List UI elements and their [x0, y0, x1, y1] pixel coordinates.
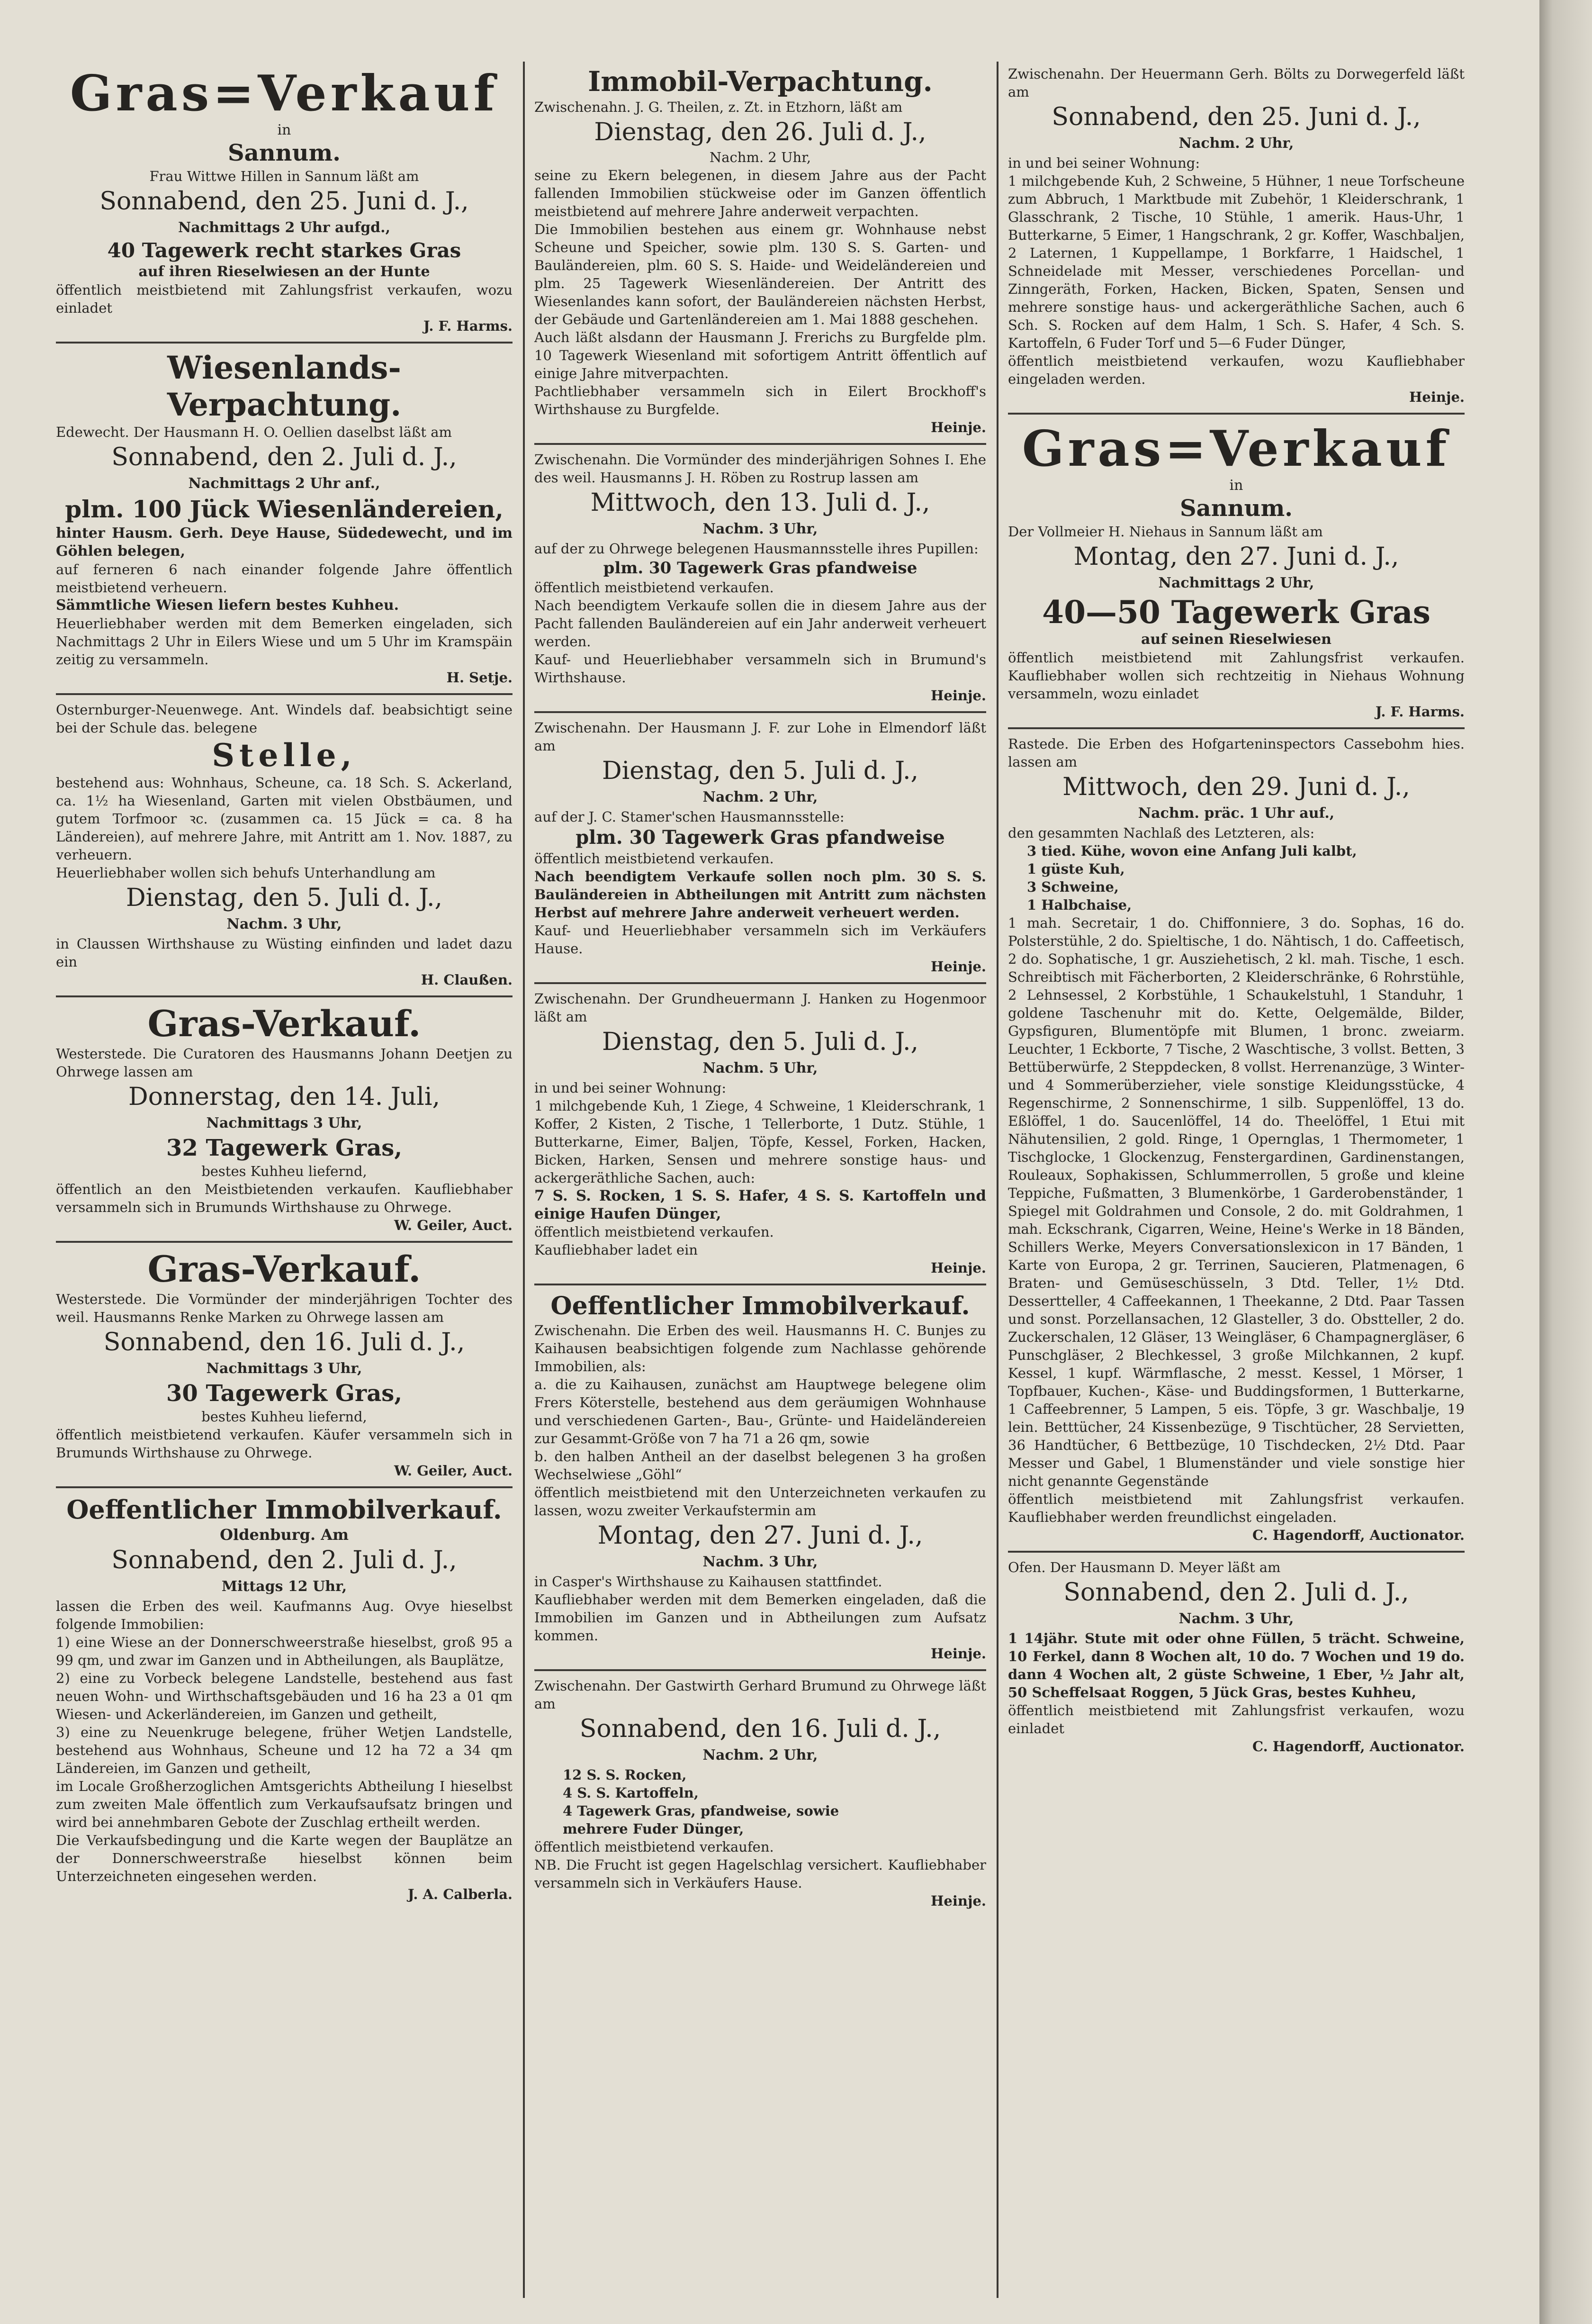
ad-intro: Zwischenahn. Der Grundheuermann J. Hanken zu Hogenmoor läßt am — [534, 991, 986, 1025]
ad-title: Immobil-Verpachtung. — [588, 65, 933, 98]
ad-body: in Claussen Wirthshause zu Wüsting einfinden und ladet dazu ein — [56, 936, 513, 970]
ad-body: Die Verkaufsbedingung und die Karte wegen der Bauplätze an der Donnerschweerstraße hieselbst können beim Unterzeichneten eingesehen werden. — [56, 1832, 513, 1884]
ad-time: Nachm. 2 Uhr, — [709, 149, 811, 165]
list-item: 12 S. S. Rocken, — [563, 1767, 687, 1783]
ad-date: Mittwoch, den 29. Juni d. J., — [1062, 773, 1410, 801]
column-divider — [523, 62, 525, 2298]
ad-body: Kauf- und Heuerliebhaber versammeln sich im Verkäufers Hause. — [534, 922, 986, 957]
ad-time: Nachm. 2 Uhr, — [702, 789, 818, 805]
ad-in: in — [277, 122, 291, 138]
ad-brumund-auction — [534, 1671, 986, 1917]
ad-signature: W. Geiler, Auct. — [394, 1217, 513, 1233]
ad-time: Nachmittags 3 Uhr, — [206, 1115, 362, 1131]
ad-signature: H. Setje. — [446, 669, 513, 686]
ad-body: lassen die Erben des weil. Kaufmanns Aug. Ovye hieselbst folgende Immobilien: — [56, 1598, 513, 1632]
ad-body: Heuerliebhaber wollen sich behufs Unterhandlung am — [56, 865, 436, 881]
ad-immobilverkauf-ovye — [56, 1488, 513, 1910]
ad-in: in — [1229, 477, 1243, 494]
ad-title: Gras-Verkauf. — [147, 1248, 421, 1290]
ad-lot-detail: auf ihren Rieselwiesen an der Hunte — [138, 263, 430, 280]
ad-time: Nachm. 3 Uhr, — [1178, 1610, 1294, 1627]
list-item: 4 Tagewerk Gras, pfandweise, sowie — [563, 1803, 839, 1819]
ad-date: Mittwoch, den 13. Juli d. J., — [590, 488, 930, 517]
ad-body: Auch läßt alsdann der Hausmann J. Frerichs zu Burgfelde plm. 10 Tagewerk Wiesenland mit sofortigem Antritt öffentlich auf einige Jahre mitverpachten. — [534, 329, 986, 381]
ad-signature: W. Geiler, Auct. — [394, 1463, 513, 1479]
ad-time: Nachmittags 2 Uhr aufgd., — [178, 219, 391, 236]
ad-time: Nachm. 2 Uhr, — [1178, 135, 1294, 152]
ad-date: Sonnabend, den 25. Juni d. J., — [1052, 103, 1421, 131]
ad-stelle-osternburg — [56, 695, 513, 997]
ad-body: öffentlich meistbietend verkaufen. Käufer versammeln sich in Brumunds Wirthshause zu Ohrwege. — [56, 1427, 513, 1461]
ad-date: Dienstag, den 5. Juli d. J., — [126, 884, 443, 912]
ad-intro: Osternburger-Neuenwege. Ant. Windels daf. beabsichtigt seine bei der Schule das. belegene — [56, 702, 513, 736]
ad-date: Sonnabend, den 2. Juli d. J., — [111, 443, 457, 471]
page-edge-shadow — [1539, 0, 1592, 2324]
ad-lot: plm. 30 Tagewerk Gras pfandweise — [603, 559, 917, 578]
ad-body: den gesammten Nachlaß des Letzteren, als: — [1008, 825, 1315, 841]
ad-body: öffentlich meistbietend mit den Unterzeichneten verkaufen zu lassen, wozu zweiter Verkaufstermin am — [534, 1484, 986, 1519]
ad-date: Sonnabend, den 2. Juli d. J., — [111, 1546, 457, 1574]
ad-body: Heuerliebhaber werden mit dem Bemerken eingeladen, sich Nachmittags 2 Uhr in Eilers Wiese und um 5 Uhr im Kramspäin zeitig zu versammeln. — [56, 615, 513, 668]
ad-intro: Oldenburg. Am — [220, 1526, 349, 1544]
ad-body: in und bei seiner Wohnung: — [1008, 155, 1200, 171]
list-item: 4 S. S. Kartoffeln, — [563, 1785, 699, 1801]
ad-body: öffentlich an den Meistbietenden verkaufen. Kaufliebhaber versammeln sich in Brumunds Wirthshause zu Ohrwege. — [56, 1181, 513, 1215]
ad-lot-detail: hinter Hausm. Gerh. Deye Hause, Südedewecht, und im Göhlen belegen, — [56, 525, 513, 560]
ad-date: Sonnabend, den 2. Juli d. J., — [1063, 1578, 1409, 1607]
ad-intro: Westerstede. Die Vormünder der minderjährigen Tochter des weil. Hausmanns Renke Marken zu Ohrwege lassen am — [56, 1291, 513, 1325]
ad-gras-verkauf-deetjen — [56, 997, 513, 1243]
ad-signature: J. F. Harms. — [423, 318, 513, 334]
ad-note: Sämmtliche Wiesen liefern bestes Kuhheu. — [56, 597, 399, 614]
ad-signature: Heinje. — [931, 1646, 986, 1662]
ad-intro: Frau Wittwe Hillen in Sannum läßt am — [149, 168, 419, 184]
ad-signature: Heinje. — [931, 419, 986, 435]
ad-lot: 7 S. S. Rocken, 1 S. S. Hafer, 4 S. S. Kartoffeln und einige Haufen Dünger, — [534, 1187, 986, 1222]
ad-signature: Heinje. — [931, 1893, 986, 1909]
ad-lot-detail: auf seinen Rieselwiesen — [1141, 631, 1331, 648]
ad-gras-roeben — [534, 445, 986, 713]
ad-date: Sonnabend, den 16. Juli d. J., — [103, 1328, 465, 1356]
ad-intro: Zwischenahn. Der Hausmann J. F. zur Lohe in Elmendorf läßt am — [534, 720, 986, 754]
ad-body: Kaufliebhaber werden mit dem Bemerken eingeladen, daß die Immobilien im Ganzen und in Abtheilungen zum Aufsatz kommen. — [534, 1592, 986, 1644]
ad-meyer-auction — [1008, 1553, 1465, 1762]
ad-intro: Zwischenahn. J. G. Theilen, z. Zt. in Etzhorn, läßt am — [534, 99, 903, 115]
ad-body: im Locale Großherzoglichen Amtsgerichts Abtheilung I hieselbst zum zweiten Male öffentlich zum Verkaufsaufsatz bringen und wird bei annehmbaren Gebote der Zuschlag ertheilt werden. — [56, 1778, 513, 1830]
ad-body: in Casper's Wirthshause zu Kaihausen stattfindet. — [534, 1573, 882, 1590]
ad-lot-detail: bestes Kuhheu liefernd, — [201, 1409, 367, 1425]
ad-hanken-auction — [534, 984, 986, 1285]
ad-body: öffentlich meistbietend verkaufen. — [534, 850, 774, 867]
ad-body: NB. Die Frucht ist gegen Hagelschlag versichert. Kaufliebhaber versammeln sich in Verkäufers Hause. — [534, 1857, 986, 1891]
list-item: 3 tied. Kühe, wovon eine Anfang Juli kalbt, — [1027, 843, 1357, 859]
ad-body: öffentlich meistbietend mit Zahlungsfrist verkaufen, wozu einladet — [1008, 1702, 1465, 1736]
ad-signature: Heinje. — [931, 687, 986, 704]
list-item: 1) eine Wiese an der Donnerschweerstraße hieselbst, groß 95 a 99 qm, und zwar im Ganzen und in Abtheilungen, als Bauplätze, — [56, 1634, 513, 1668]
ad-body: öffentlich meistbietend verkaufen. — [534, 1839, 774, 1855]
ad-title: Gras=Verkauf — [70, 64, 499, 122]
ad-time: Nachm. 2 Uhr, — [702, 1747, 818, 1763]
ad-time: Nachm. 3 Uhr, — [702, 1554, 818, 1570]
ad-date: Montag, den 27. Juni d. J., — [1073, 543, 1399, 571]
ad-body: öffentlich meistbietend verkaufen. — [534, 1224, 774, 1240]
ad-body: in und bei seiner Wohnung: — [534, 1080, 727, 1096]
ad-body: öffentlich meistbietend verkaufen, wozu Kaufliebhaber eingeladen werden. — [1008, 353, 1465, 387]
ad-title: Stelle, — [212, 737, 357, 774]
ad-body: 1 milchgebende Kuh, 2 Schweine, 5 Hühner, 1 neue Torfscheune zum Abbruch, 1 Marktbude mit Zubehör, 1 Kleiderschrank, 1 Glasschrank, 2 Tische, 10 Stühle, 1 amerik. Haus-Uhr, 1 Butterkarne, 5 Eimer, 1 Hangschrank, 2 gr. Koffer, Waschbaljen, 2 Laternen, 1 Kuppellampe, 1 Borkfarre, 1 Haidschel, 1 Schneidelade mit Messer, verschiedenes Porcellan- und Zinngeräth, Forken, Hacken, Bicken, Spaten, Sensen und mehrere sonstige haus- und ackergeräthliche Sachen, auch 6 Sch. S. Rocken auf dem Halm, 1 Sch. S. Hafer, 4 Sch. S. Kartoffeln, 6 Fuder Torf und 5—6 Fuder Dünger, — [1008, 173, 1465, 351]
ad-title: Oeffentlicher Immobilverkauf. — [66, 1494, 502, 1525]
ad-intro: Rastede. Die Erben des Hofgarteninspectors Cassebohm hies. lassen am — [1008, 736, 1465, 770]
livestock-list — [1008, 842, 1465, 914]
ad-place: Sannum. — [1180, 495, 1293, 522]
ad-body: Pachtliebhaber versammeln sich in Eilert Brockhoff's Wirthshause zu Burgfelde. — [534, 383, 986, 417]
ad-body: 1 mah. Secretair, 1 do. Chiffonniere, 3 do. Sophas, 16 do. Polsterstühle, 2 do. Spieltische, 1 do. Nähtisch, 1 do. Caffeetisch, 2 do. Sophatische, 1 gr. Ausziehetisch, 2 kl. mah. Tische, 1 esch. Schreibtisch mit Fächerborten, 2 Kleiderschränke, 6 Rohrstühle, 2 Lehnsessel, 2 Korbstühle, 1 Schaukelstuhl, 1 Standuhr, 1 goldene Taschenuhr mit do. Kette, Oelgemälde, Bilder, Gypsfiguren, Blumentöpfe mit Blumen, 1 bronc. zweiarm. Leuchter, 1 Eckborte, 7 Tische, 2 Waschtische, 3 vollst. Betten, 3 Bettüberwürfe, 2 Steppdecken, 8 vollst. Herrenanzüge, 3 Winter- und 4 Sommerüberzieher, viele sonstige Kleidungsstücke, 4 Regenschirme, 2 Sonnenschirme, 1 silb. Suppenlöffel, 13 do. Eßlöffel, 1 do. Saucenlöffel, 14 do. Theelöffel, 1 Etui mit Nähutensilien, 2 gold. Ringe, 1 Opernglas, 1 Thermometer, 1 Tischglocke, 1 Glockenzug, Fenstergardinen, Gardinenstangen, Rouleaux, Sophakissen, Schlummerrollen, 5 große und kleine Teppiche, Fußmatten, 3 Blumenkörbe, 1 Garderobenständer, 1 Spiegel mit Goldrahmen und Console, 2 do. mit Goldrahmen, 1 mah. Eckschrank, Cigarren, Weine, Heine's Werke in 18 Bänden, Schillers Werke, Meyers Conversationslexicon in 17 Bänden, 1 Karte von Europa, 2 gr. Terrinen, Saucieren, Platmenagen, 6 Braten- und Gemüseschüsseln, 3 Dtd. Teller, 1½ Dtd. Dessertteller, 4 Caffeekannen, 1 Theekanne, 2 Dtd. Paar Tassen und sonst. Porzellansachen, 12 Glasteller, 3 do. Obstteller, 2 do. Zuckerschalen, 12 Gläser, 13 Weingläser, 6 Champagnergläser, 6 Punschgläser, 2 Blechkessel, 3 große Milchkannen, 2 kupf. Kessel, 1 kupf. Wärmflasche, 2 messt. Kessel, 1 Mörser, 1 Topfbauer, Kuchen-, Käse- und Buddingsformen, 1 Butterkarne, 1 Caffeebrenner, 5 Lampen, 5 eis. Töpfe, 3 gr. Waschbalje, 19 lein. Betttücher, 24 Kissenbezüge, 9 Tischtücher, 28 Servietten, 36 Handtücher, 6 Bettbezüge, 10 Tischdecken, 2½ Dtd. Paar Messer und Gabel, 1 Blumenständer und viele sonstige hier nicht genannte Gegenstände — [1008, 915, 1465, 1489]
ad-intro: Zwischenahn. Der Heuermann Gerh. Bölts zu Dorwegerfeld läßt am — [1008, 66, 1465, 100]
list-item: 1 güste Kuh, — [1027, 861, 1125, 877]
ad-body: 1 14jähr. Stute mit oder ohne Füllen, 5 trächt. Schweine, 10 Ferkel, dann 8 Wochen alt, 10 do. 7 Wochen und 19 do. dann 4 Wochen alt, 2 güste Schweine, 1 Eber, ½ Jahr alt, 50 Scheffelsaat Roggen, 5 Jück Gras, bestes Kuhheu, — [1008, 1630, 1465, 1700]
ad-immobil-verpachtung-theilen — [534, 59, 986, 445]
ad-lot: 40—50 Tagewerk Gras — [1042, 594, 1430, 631]
ad-intro: Zwischenahn. Die Vormünder des minderjährigen Sohnes I. Ehe des weil. Hausmanns J. H. Röben zu Rostrup lassen am — [534, 452, 986, 486]
ad-body: auf der J. C. Stamer'schen Hausmannsstelle: — [534, 809, 845, 825]
ad-body: öffentlich meistbietend mit Zahlungsfrist verkaufen. Kaufliebhaber werden freundlichst eingeladen. — [1008, 1491, 1465, 1525]
ad-signature: H. Claußen. — [421, 972, 513, 988]
ad-lot: plm. 30 Tagewerk Gras pfandweise — [576, 826, 945, 849]
ad-cassebohm-nachlass — [1008, 729, 1465, 1553]
ad-lot: 30 Tagewerk Gras, — [166, 1380, 403, 1407]
ad-time: Nachm. 3 Uhr, — [226, 916, 342, 932]
ad-intro: Zwischenahn. Der Gastwirth Gerhard Brumund zu Ohrwege läßt am — [534, 1678, 986, 1712]
ad-body: Kauf- und Heuerliebhaber versammeln sich in Brumund's Wirthshause. — [534, 651, 986, 686]
ad-body: öffentlich meistbietend mit Zahlungsfrist verkaufen. Kaufliebhaber wollen sich rechtzeitig in Niehaus Wohnung versammeln, wozu einladet — [1008, 650, 1465, 702]
ad-title: Wiesenlands-Verpachtung. — [167, 349, 402, 423]
ad-intro: Der Vollmeier H. Niehaus in Sannum läßt am — [1008, 524, 1323, 540]
ad-body: Kaufliebhaber ladet ein — [534, 1242, 698, 1258]
ad-signature: C. Hagendorff, Auctionator. — [1252, 1738, 1465, 1754]
ad-time: Nachm. 5 Uhr, — [702, 1060, 818, 1076]
ad-place: Sannum. — [228, 140, 341, 166]
ad-body: bestehend aus: Wohnhaus, Scheune, ca. 18 Sch. S. Ackerland, ca. 1½ ha Wiesenland, Garten mit vielen Obstbäumen, und gutem Torfmoor ꝛc. (zusammen ca. 15 Jück = ca. 8 ha Ländereien), auf mehrere Jahre, mit Antritt am 1. Nov. 1887, zu verheuern. — [56, 775, 513, 863]
list-item: 1 Halbchaise, — [1027, 897, 1132, 913]
ad-date: Montag, den 27. Juni d. J., — [597, 1521, 923, 1550]
ad-time: Nachm. 3 Uhr, — [702, 521, 818, 537]
ad-gras-verkauf-sannum-hillen — [56, 59, 513, 344]
ad-gras-verkauf-niehaus — [1008, 415, 1465, 729]
ad-signature: C. Hagendorff, Auctionator. — [1252, 1527, 1465, 1543]
list-item: 3 Schweine, — [1027, 879, 1119, 895]
ad-body: öffentlich meistbietend verkaufen. — [534, 579, 774, 596]
ad-signature: Heinje. — [1409, 389, 1465, 405]
ad-time: Nachmittags 2 Uhr, — [1158, 575, 1314, 591]
ad-signature: Heinje. — [931, 959, 986, 975]
ad-date: Dienstag, den 5. Juli d. J., — [602, 1028, 919, 1056]
ad-time: Nachm. präc. 1 Uhr auf., — [1138, 805, 1335, 822]
ad-body: Nach beendigtem Verkaufe sollen die in diesem Jahre aus der Pacht fallenden Bauländereien auf ein Jahr anderweit verheuert werden. — [534, 597, 986, 650]
ad-body: auf der zu Ohrwege belegenen Hausmannsstelle ihres Pupillen: — [534, 541, 979, 557]
ad-date: Sonnabend, den 16. Juli d. J., — [579, 1715, 941, 1743]
ad-signature: J. A. Calberla. — [407, 1886, 513, 1902]
ad-title: Oeffentlicher Immobilverkauf. — [550, 1292, 970, 1320]
column-1 — [47, 59, 521, 2303]
ad-body: Nach beendigtem Verkaufe sollen noch plm. 30 S. S. Bauländereien in Abtheilungen mit Antritt zum nächsten Herbst auf mehrere Jahre anderweit verheuert werden. — [534, 868, 986, 921]
ad-lot: 32 Tagewerk Gras, — [166, 1135, 403, 1161]
list-item: b. den halben Antheil an der daselbst belegenen 3 ha großen Wechselwiese „Göhl“ — [534, 1448, 986, 1483]
column-3 — [999, 59, 1473, 2303]
ad-body: Die Immobilien bestehen aus einem gr. Wohnhause nebst Scheune und Speicher, sowie plm. 130 S. S. Garten- und Bauländereien, plm. 60 S. S. Haide- und Weideländereien und plm. 25 Tagewerk Wiesenländereien. Der Antritt des Wiesenlandes kann sofort, der Bauländereien nächsten Herbst, der Gebäude und Gartenländereien am 1. Mai 1888 geschehen. — [534, 221, 986, 327]
list-item: mehrere Fuder Dünger, — [563, 1821, 744, 1837]
list-item: 2) eine zu Vorbeck belegene Landstelle, bestehend aus fast neuen Wohn- und Wirthschaftsgebäuden und 16 ha 23 a 01 qm Wiesen- und Ackerländereien, im Ganzen und getheilt, — [56, 1670, 513, 1722]
ad-body: öffentlich meistbietend mit Zahlungsfrist verkaufen, wozu einladet — [56, 282, 513, 316]
ad-title: Gras-Verkauf. — [147, 1003, 421, 1045]
ad-gras-zur-lohe — [534, 713, 986, 984]
ad-time: Nachmittags 2 Uhr anf., — [188, 475, 380, 492]
ad-wiesenlands-verpachtung — [56, 344, 513, 695]
ad-lot: 40 Tagewerk recht starkes Gras — [107, 239, 461, 262]
ad-intro: Edewecht. Der Hausmann H. O. Oellien daselbst läßt am — [56, 424, 452, 440]
ad-body: 1 milchgebende Kuh, 1 Ziege, 4 Schweine, 1 Kleiderschrank, 1 Koffer, 2 Kisten, 2 Tische, 1 Tellerborte, 1 Dutz. Stühle, 1 Butterkarne, Eimer, Baljen, Töpfe, Kessel, Forken, Hacken, Bicken, Harken, Sensen und mehrere sonstige haus- und ackergeräthliche Sachen, auch: — [534, 1098, 986, 1186]
ad-time: Mittags 12 Uhr, — [221, 1578, 347, 1595]
ad-intro: Ofen. Der Hausmann D. Meyer läßt am — [1008, 1559, 1281, 1575]
ad-immobilverkauf-bunjes — [534, 1285, 986, 1671]
ad-gras-verkauf-marken — [56, 1243, 513, 1488]
property-list — [534, 1375, 986, 1483]
ad-date: Donnerstag, den 14. Juli, — [128, 1083, 440, 1111]
ad-lot: plm. 100 Jück Wiesenländereien, — [65, 495, 504, 523]
ad-signature: Heinje. — [931, 1260, 986, 1276]
ad-intro: Westerstede. Die Curatoren des Hausmanns Johann Deetjen zu Ohrwege lassen am — [56, 1046, 513, 1080]
ad-lot-detail: bestes Kuhheu liefernd, — [201, 1163, 367, 1179]
ad-time: Nachmittags 3 Uhr, — [206, 1360, 362, 1377]
goods-list — [534, 1766, 986, 1838]
property-list — [56, 1633, 513, 1777]
column-divider — [997, 62, 998, 2298]
ad-boelts-auction — [1008, 59, 1465, 415]
ad-intro: Zwischenahn. Die Erben des weil. Hausmanns H. C. Bunjes zu Kaihausen beabsichtigen folgende zum Nachlasse gehörende Immobilien, als: — [534, 1322, 986, 1375]
list-item: 3) eine zu Neuenkruge belegene, früher Wetjen Landstelle, bestehend aus Wohnhaus, Scheune und 12 ha 72 a 34 qm Ländereien, im Ganzen und getheilt, — [56, 1724, 513, 1776]
ad-body: auf ferneren 6 nach einander folgende Jahre öffentlich meistbietend verheuern. — [56, 561, 513, 596]
ad-signature: J. F. Harms. — [1375, 704, 1465, 720]
column-2 — [526, 59, 995, 2303]
ad-date: Dienstag, den 5. Juli d. J., — [602, 757, 919, 785]
ad-date: Sonnabend, den 25. Juni d. J., — [99, 187, 469, 216]
ad-date: Dienstag, den 26. Juli d. J., — [594, 118, 926, 146]
ad-body: seine zu Ekern belegenen, in diesem Jahre aus der Pacht fallenden Immobilien stückweise oder im Ganzen öffentlich meistbietend auf mehrere Jahre anderweit verpachten. — [534, 167, 986, 219]
ad-title: Gras=Verkauf — [1022, 419, 1451, 478]
list-item: a. die zu Kaihausen, zunächst am Hauptwege belegene olim Frers Köterstelle, bestehend aus dem geräumigen Wohnhause und verschiedenen Garten-, Bau-, Grünte- und Haideländereien zur Gesammt-Größe von 7 ha 71 a 26 qm, sowie — [534, 1376, 986, 1447]
